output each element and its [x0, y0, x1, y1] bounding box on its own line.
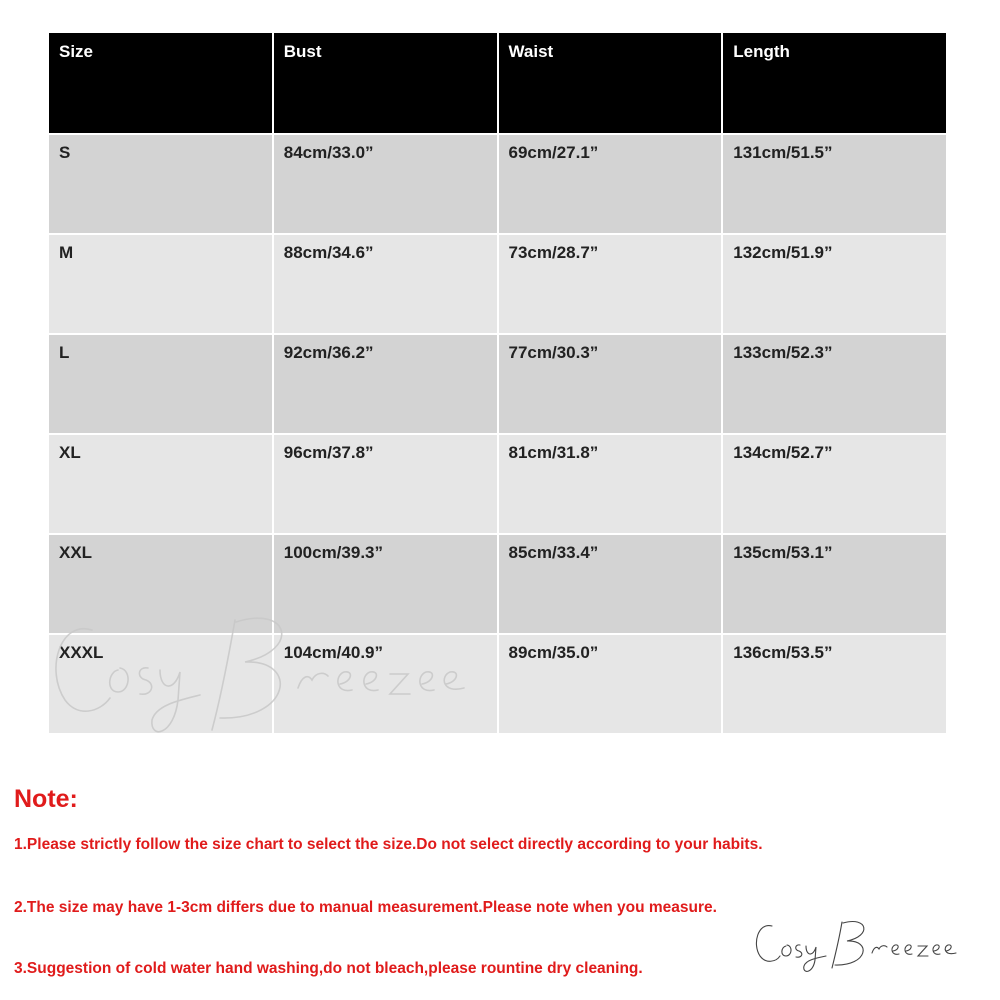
table-row: [48, 634, 947, 734]
cell-size: S: [48, 134, 273, 234]
brand-logo-small: [750, 912, 970, 972]
cell-length: 135cm/53.1”: [722, 534, 947, 634]
table-header-row: [48, 32, 947, 134]
cell-size: XL: [48, 434, 273, 534]
cell-bust: 92cm/36.2”: [273, 334, 498, 434]
note-item: 1.Please strictly follow the size chart to select the size.Do not select directly according to your habits.: [14, 836, 763, 853]
cell-bust: 100cm/39.3”: [273, 534, 498, 634]
header-bust: Bust: [273, 32, 498, 134]
cell-size: XXL: [48, 534, 273, 634]
cell-length: 134cm/52.7”: [722, 434, 947, 534]
header-waist: Waist: [498, 32, 723, 134]
cell-length: 132cm/51.9”: [722, 234, 947, 334]
note-item: 2.The size may have 1-3cm differs due to manual measurement.Please note when you measure.: [14, 899, 717, 916]
cell-size: L: [48, 334, 273, 434]
cell-bust: 84cm/33.0”: [273, 134, 498, 234]
cell-waist: 85cm/33.4”: [498, 534, 723, 634]
cell-waist: 81cm/31.8”: [498, 434, 723, 534]
note-title: Note:: [14, 785, 78, 813]
cell-waist: 69cm/27.1”: [498, 134, 723, 234]
cell-size: M: [48, 234, 273, 334]
header-length: Length: [722, 32, 947, 134]
table-row: [48, 434, 947, 534]
table-row: [48, 334, 947, 434]
cell-bust: 104cm/40.9”: [273, 634, 498, 734]
note-item: 3.Suggestion of cold water hand washing,do not bleach,please rountine dry cleaning.: [14, 960, 643, 977]
cell-bust: 96cm/37.8”: [273, 434, 498, 534]
size-chart-table: [47, 31, 948, 735]
cell-bust: 88cm/34.6”: [273, 234, 498, 334]
table-row: [48, 534, 947, 634]
cell-waist: 73cm/28.7”: [498, 234, 723, 334]
table-row: [48, 134, 947, 234]
cell-length: 133cm/52.3”: [722, 334, 947, 434]
cell-size: XXXL: [48, 634, 273, 734]
cell-waist: 89cm/35.0”: [498, 634, 723, 734]
cell-waist: 77cm/30.3”: [498, 334, 723, 434]
table-row: [48, 234, 947, 334]
cell-length: 131cm/51.5”: [722, 134, 947, 234]
cell-length: 136cm/53.5”: [722, 634, 947, 734]
header-size: Size: [48, 32, 273, 134]
